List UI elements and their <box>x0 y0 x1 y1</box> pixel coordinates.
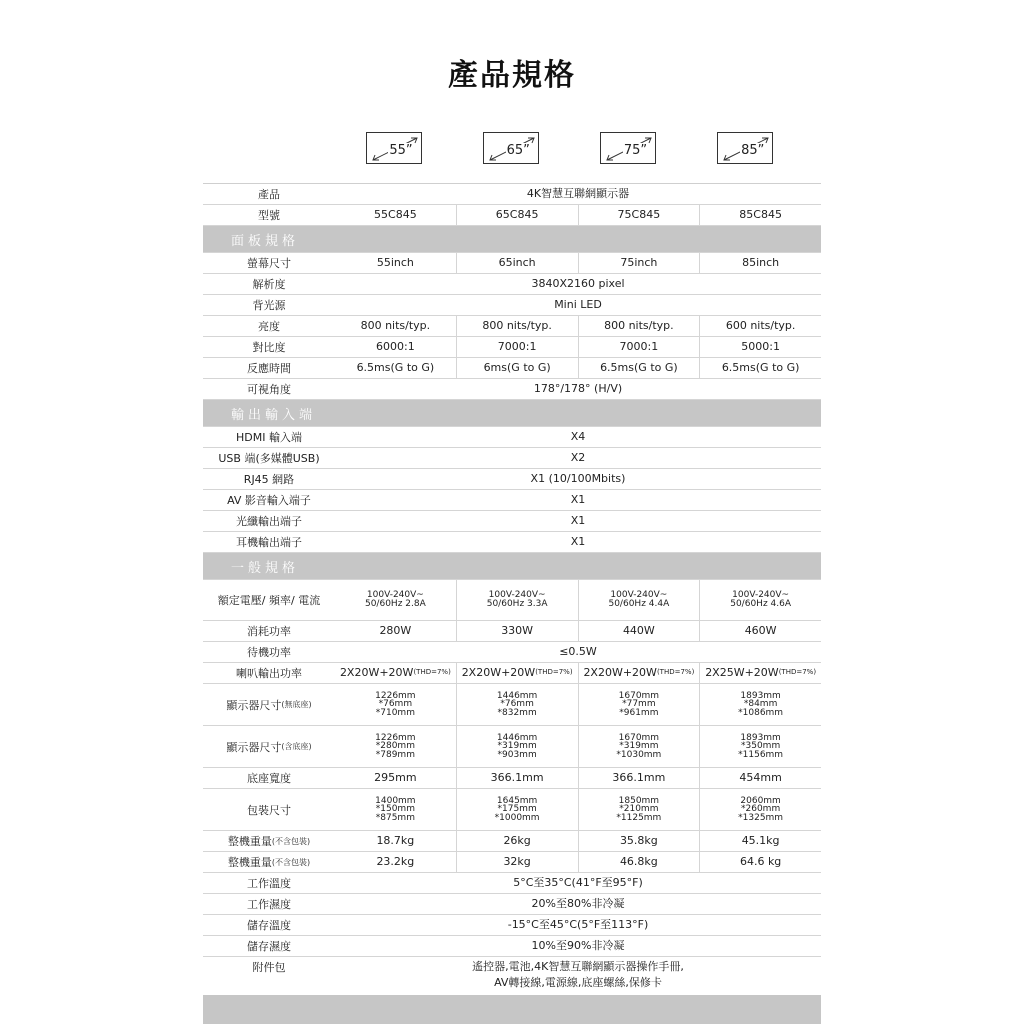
row-value: 75inch <box>578 253 700 273</box>
row-value: X2 <box>570 451 586 465</box>
spec-row-av-input <box>203 490 821 511</box>
row-value: 330W <box>456 621 578 641</box>
row-value: 遙控器,電池,4K智慧互聯網顯示器操作手冊, AV轉接線,電源線,底座螺絲,保修卡 <box>472 960 684 989</box>
row-value: 178°/178° (H/V) <box>533 382 623 396</box>
row-value: 100V-240V~ 50/60Hz 4.6A <box>699 580 821 620</box>
row-value: 100V-240V~ 50/60Hz 2.8A <box>364 589 426 609</box>
row-value: X1 <box>570 514 586 528</box>
spec-row-optical <box>203 511 821 532</box>
section-header-panel: 面板規格 <box>203 226 821 253</box>
spec-row-model <box>203 205 821 226</box>
row-value: 5000:1 <box>699 337 821 357</box>
row-value: 1645mm *175mm *1000mm <box>456 789 578 830</box>
row-value: 1446mm *319mm *903mm <box>456 726 578 767</box>
row-value: 1226mm *280mm *789mm <box>375 732 416 760</box>
row-value: 7000:1 <box>456 337 578 357</box>
row-value: 6.5ms(G to G) <box>699 358 821 378</box>
row-value: 45.1kg <box>699 831 821 851</box>
row-value: 6000:1 <box>376 339 415 353</box>
row-label: 對比度 <box>252 341 286 354</box>
spec-row-power-consumption <box>203 621 821 642</box>
row-value: 100V-240V~ 50/60Hz 3.3A <box>456 580 578 620</box>
row-label: 螢幕尺寸 <box>247 257 291 270</box>
row-label: 儲存濕度 <box>247 940 291 953</box>
spec-row-hdmi <box>203 427 821 448</box>
row-label: 額定電壓/ 頻率/ 電流 <box>217 594 321 607</box>
row-value: 460W <box>699 621 821 641</box>
row-value: 6.5ms(G to G) <box>578 358 700 378</box>
spec-row-resolution <box>203 274 821 295</box>
row-value: 3840X2160 pixel <box>531 277 625 291</box>
row-label: 光纖輸出端子 <box>236 515 302 528</box>
screen-size-label: 85” <box>741 143 765 158</box>
section-header-general: 一般規格 <box>203 553 821 580</box>
spec-row-accessories <box>203 957 821 993</box>
row-label: 工作濕度 <box>247 898 291 911</box>
row-value: 18.7kg <box>376 833 415 847</box>
row-label: 喇叭輸出功率 <box>236 667 302 680</box>
row-value: 366.1mm <box>578 768 700 788</box>
row-value: 46.8kg <box>578 852 700 872</box>
spec-row-backlight <box>203 295 821 316</box>
row-value: 280W <box>379 623 412 637</box>
row-value: Mini LED <box>554 298 602 312</box>
row-value: 1893mm *84mm *1086mm <box>699 684 821 725</box>
row-value: 64.6 kg <box>699 852 821 872</box>
spec-row-screen-size <box>203 253 821 274</box>
row-label: 工作溫度 <box>247 877 291 890</box>
row-value: 6.5ms(G to G) <box>356 360 435 374</box>
row-label: 產品 <box>258 188 280 201</box>
spec-row-dim-no-stand <box>203 684 821 726</box>
spec-row-contrast <box>203 337 821 358</box>
row-value: 5°C至35°C(41°F至95°F) <box>513 876 643 890</box>
row-label: 耳機輸出端子 <box>236 536 302 549</box>
row-value: 55C845 <box>374 207 417 221</box>
row-value: 1446mm *76mm *832mm <box>456 684 578 725</box>
row-label: USB 端(多媒體USB) <box>218 452 320 465</box>
spec-row-stand-width <box>203 768 821 789</box>
row-value: 7000:1 <box>578 337 700 357</box>
row-value: X1 (10/100Mbits) <box>530 472 626 486</box>
spec-row-rj45 <box>203 469 821 490</box>
row-value: 2060mm *260mm *1325mm <box>699 789 821 830</box>
row-value: 2X20W+20W (THD=7%) <box>578 663 700 683</box>
row-label: 整機重量 (不含包裝) <box>227 835 311 848</box>
screen-size-label: 55” <box>389 143 413 158</box>
screen-size-icons <box>335 132 820 166</box>
row-value: 800 nits/typ. <box>360 318 431 332</box>
row-value: 23.2kg <box>376 854 415 868</box>
row-value: 440W <box>578 621 700 641</box>
spec-row-viewing-angle <box>203 379 821 400</box>
spec-row-brightness <box>203 316 821 337</box>
row-value: 366.1mm <box>456 768 578 788</box>
row-value: 1670mm *319mm *1030mm <box>578 726 700 767</box>
row-value: 1670mm *77mm *961mm <box>578 684 700 725</box>
spec-row-power-input <box>203 580 821 621</box>
row-label: 待機功率 <box>247 646 291 659</box>
screen-size-icon-85 <box>717 132 773 164</box>
row-value: 75C845 <box>578 205 700 225</box>
row-label: 消耗功率 <box>247 625 291 638</box>
row-value: 4K智慧互聯網顯示器 <box>526 187 630 201</box>
row-label: RJ45 網路 <box>243 473 295 486</box>
screen-size-icon-55 <box>366 132 422 164</box>
row-value: 454mm <box>699 768 821 788</box>
row-value: 35.8kg <box>578 831 700 851</box>
spec-row-operating-humidity <box>203 894 821 915</box>
screen-size-label: 75” <box>623 143 648 158</box>
row-value: 85inch <box>699 253 821 273</box>
row-label: 附件包 <box>252 961 286 974</box>
row-value: 1226mm *76mm *710mm <box>375 690 416 718</box>
row-value: 20%至80%非冷凝 <box>531 897 625 911</box>
spec-row-speaker <box>203 663 821 684</box>
row-value: 295mm <box>374 770 417 784</box>
spec-row-package-size <box>203 789 821 831</box>
row-value: 2X20W+20W (THD=7%) <box>339 665 451 679</box>
row-value: 26kg <box>456 831 578 851</box>
row-value: 800 nits/typ. <box>578 316 700 336</box>
row-value: 2X20W+20W (THD=7%) <box>456 663 578 683</box>
row-label: 解析度 <box>252 278 286 291</box>
row-value: 32kg <box>456 852 578 872</box>
row-value: X1 <box>570 535 586 549</box>
footer-bar <box>203 995 821 1024</box>
section-header-io: 輸出輸入端 <box>203 400 821 427</box>
row-value: 6ms(G to G) <box>456 358 578 378</box>
spec-row-product <box>203 184 821 205</box>
row-label: 底座寬度 <box>247 772 291 785</box>
row-label: 亮度 <box>258 320 280 333</box>
row-label: 儲存溫度 <box>247 919 291 932</box>
row-value: 1850mm *210mm *1125mm <box>578 789 700 830</box>
row-label: 背光源 <box>252 299 286 312</box>
spec-row-usb <box>203 448 821 469</box>
page-title: 產品規格 <box>448 58 576 93</box>
row-value: 1893mm *350mm *1156mm <box>699 726 821 767</box>
row-value: 2X25W+20W (THD=7%) <box>699 663 821 683</box>
spec-row-dim-with-stand <box>203 726 821 768</box>
row-value: 55inch <box>376 255 414 269</box>
row-value: 85C845 <box>699 205 821 225</box>
row-label: 顯示器尺寸 (無底座) <box>226 698 312 712</box>
row-label: HDMI 輸入端 <box>236 431 302 444</box>
row-value: 100V-240V~ 50/60Hz 4.4A <box>578 580 700 620</box>
row-value: 600 nits/typ. <box>699 316 821 336</box>
row-value: ≤0.5W <box>559 645 597 659</box>
spec-row-headphone <box>203 532 821 553</box>
screen-size-icon-65 <box>483 132 539 164</box>
spec-row-net-weight <box>203 831 821 852</box>
row-value: 65C845 <box>456 205 578 225</box>
row-value: X4 <box>570 430 586 444</box>
spec-row-response-time <box>203 358 821 379</box>
row-label: AV 影音輸入端子 <box>227 494 311 507</box>
row-label: 整機重量 (不含包裝) <box>227 856 311 869</box>
spec-table <box>203 183 821 993</box>
row-value: 65inch <box>456 253 578 273</box>
screen-size-icon-75 <box>600 132 656 164</box>
spec-row-operating-temp <box>203 873 821 894</box>
spec-row-storage-humidity <box>203 936 821 957</box>
row-value: -15°C至45°C(5°F至113°F) <box>507 918 649 932</box>
row-label: 可視角度 <box>247 383 291 396</box>
row-label: 反應時間 <box>247 362 291 375</box>
row-value: 800 nits/typ. <box>456 316 578 336</box>
row-label: 顯示器尺寸 (含底座) <box>226 740 312 754</box>
row-value: 10%至90%非冷凝 <box>531 939 625 953</box>
row-value: 1400mm *150mm *875mm <box>375 795 416 823</box>
row-label: 型號 <box>258 209 280 222</box>
spec-row-standby <box>203 642 821 663</box>
row-value: X1 <box>570 493 586 507</box>
spec-row-gross-weight <box>203 852 821 873</box>
row-label: 包裝尺寸 <box>247 803 291 817</box>
screen-size-label: 65” <box>506 143 530 158</box>
spec-row-storage-temp <box>203 915 821 936</box>
